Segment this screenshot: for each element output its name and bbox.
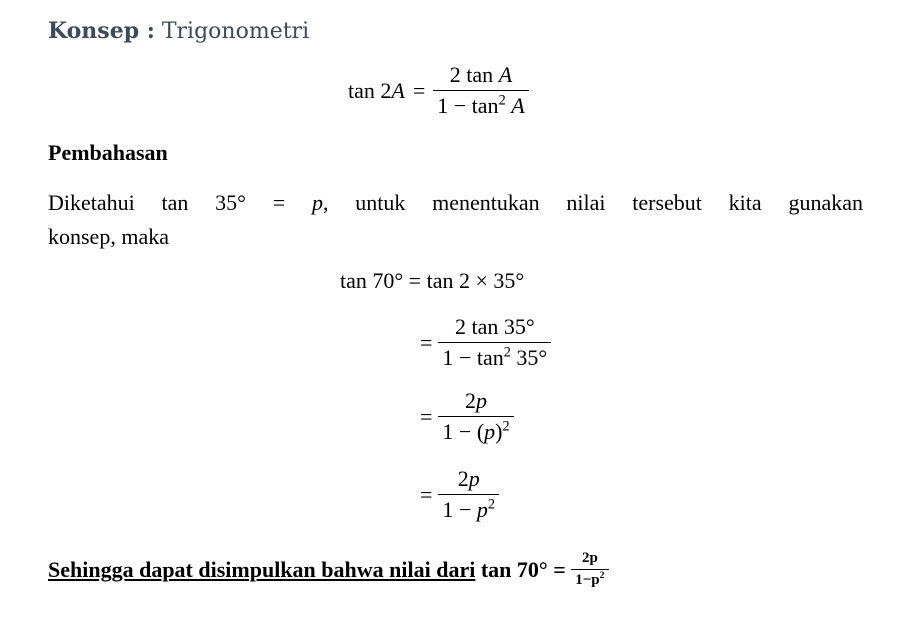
concept-label: Konsep : bbox=[48, 18, 155, 44]
conclusion-fraction: $\frac{2p}{1-p^2}$ bbox=[571, 550, 608, 589]
concept-line bbox=[48, 18, 309, 44]
conclusion-expr: tan 70° = bbox=[475, 556, 572, 582]
double-angle-formula: tan 2 A = $\frac{\text{2 tan A}}{1 - \tan^2 A}$ bbox=[348, 62, 529, 119]
formula-fraction: $\frac{\text{2 tan A}}{1 - \tan^2 A}$ bbox=[433, 62, 528, 119]
section-heading: Pembahasan bbox=[48, 140, 168, 165]
step-3: = $\frac{2p}{1 - (p)^2}$ bbox=[420, 388, 514, 445]
conclusion bbox=[48, 550, 609, 589]
concept-value: Trigonometri bbox=[161, 19, 310, 44]
step-1: tan 70° = tan 2 × 35° bbox=[340, 268, 525, 293]
step-2: = $\frac{2 \tan 35^\circ}{1 - \tan^2 35^\circ}$ bbox=[420, 314, 551, 371]
formula-lhs: tan 2 bbox=[348, 77, 392, 103]
conclusion-text: Sehingga dapat disimpulkan bahwa nilai dari bbox=[48, 556, 476, 582]
paragraph: Diketahui tan 35° = p, untuk menentukan nilai tersebut kita gunakan konsep, maka bbox=[48, 190, 863, 249]
step-4: = $\frac{2p}{1 - p^2}$ bbox=[420, 466, 499, 523]
